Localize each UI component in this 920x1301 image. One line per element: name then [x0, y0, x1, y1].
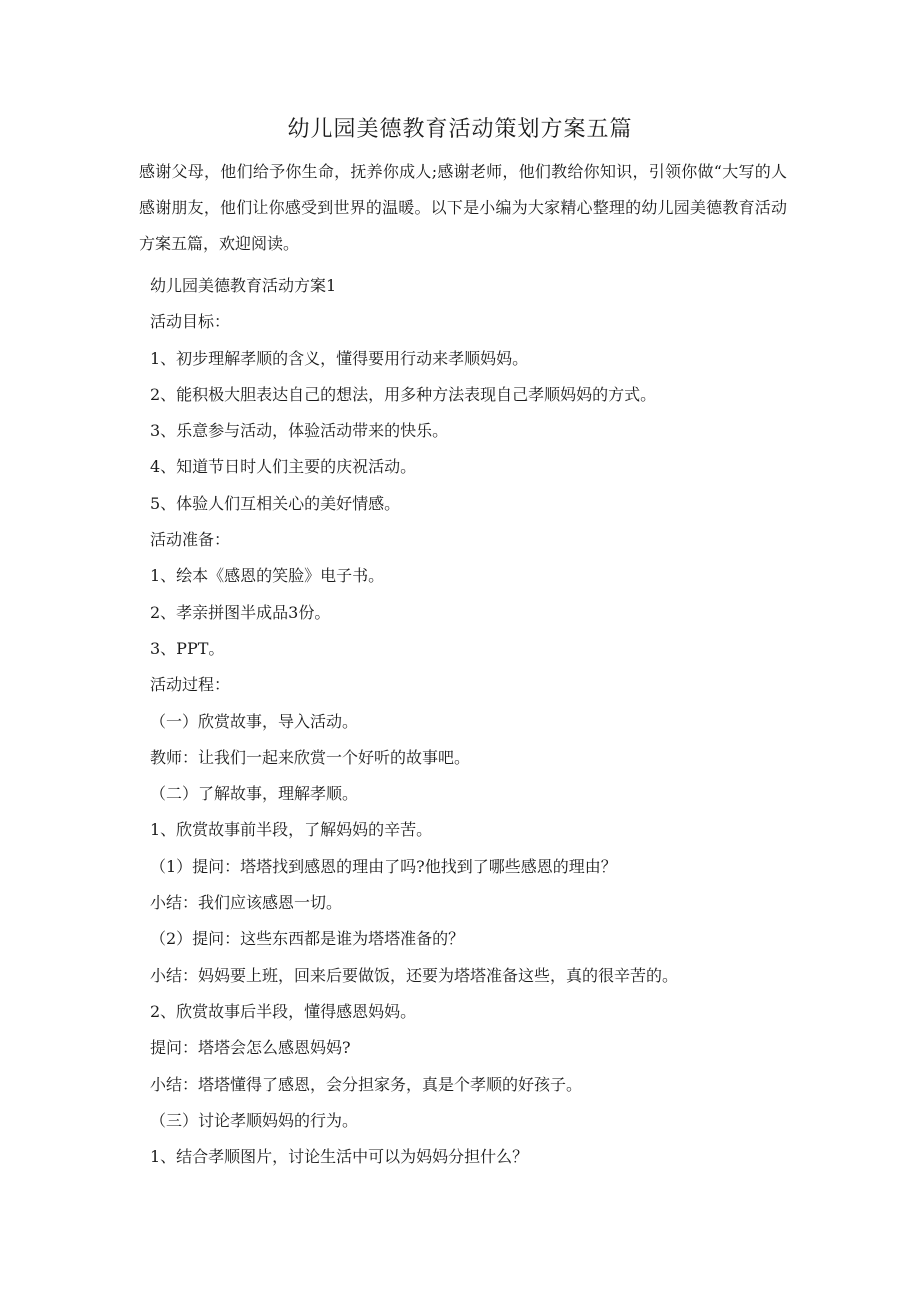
subheading-process: 活动过程： — [150, 675, 231, 695]
process-step: （二）了解故事，理解孝顺。 — [150, 784, 359, 804]
goal-item: 2、能积极大胆表达自己的想法，用多种方法表现自己孝顺妈妈的方式。 — [150, 384, 657, 404]
process-line: 小结：妈妈要上班，回来后要做饭，还要为塔塔准备这些，真的很辛苦的。 — [150, 965, 679, 985]
process-line: （1）提问：塔塔找到感恩的理由了吗?他找到了哪些感恩的理由？ — [150, 856, 617, 876]
goal-item: 4、知道节日时人们主要的庆祝活动。 — [150, 457, 417, 477]
process-step: （三）讨论孝顺妈妈的行为。 — [150, 1110, 359, 1130]
process-line: 2、欣赏故事后半段，懂得感恩妈妈。 — [150, 1001, 417, 1021]
subheading-goals: 活动目标： — [150, 312, 231, 332]
subheading-preparation: 活动准备： — [150, 530, 231, 550]
preparation-item: 2、孝亲拼图半成品3份。 — [150, 602, 331, 622]
process-step: （一）欣赏故事，导入活动。 — [150, 711, 359, 731]
preparation-item: 1、绘本《感恩的笑脸》电子书。 — [150, 566, 385, 586]
intro-paragraph: 感谢父母，他们给予你生命，抚养你成人;感谢老师，他们教给你知识，引领你做“大写的人感谢朋友，他们让你感受到世界的温暖。以下是小编为大家精心整理的幼儿园美德教育活动方案五篇，欢迎阅读。 — [139, 162, 787, 253]
goal-item: 1、初步理解孝顺的含义，懂得要用行动来孝顺妈妈。 — [150, 348, 529, 368]
process-line: 提问：塔塔会怎么感恩妈妈? — [150, 1038, 351, 1058]
goal-item: 3、乐意参与活动，体验活动带来的快乐。 — [150, 421, 449, 441]
process-line: 1、结合孝顺图片，讨论生活中可以为妈妈分担什么？ — [150, 1147, 529, 1167]
document-title: 幼儿园美德教育活动策划方案五篇 — [287, 117, 633, 142]
process-line: 教师：让我们一起来欣赏一个好听的故事吧。 — [150, 747, 471, 767]
section-heading: 幼儿园美德教育活动方案1 — [150, 276, 337, 295]
process-line: （2）提问：这些东西都是谁为塔塔准备的？ — [150, 929, 465, 949]
process-line: 小结：塔塔懂得了感恩，会分担家务，真是个孝顺的好孩子。 — [150, 1074, 583, 1094]
process-line: 小结：我们应该感恩一切。 — [150, 893, 343, 913]
process-line: 1、欣赏故事前半段，了解妈妈的辛苦。 — [150, 820, 433, 840]
preparation-item: 3、PPT。 — [150, 638, 225, 658]
body-lines — [150, 268, 790, 1175]
goal-item: 5、体验人们互相关心的美好情感。 — [150, 493, 401, 513]
